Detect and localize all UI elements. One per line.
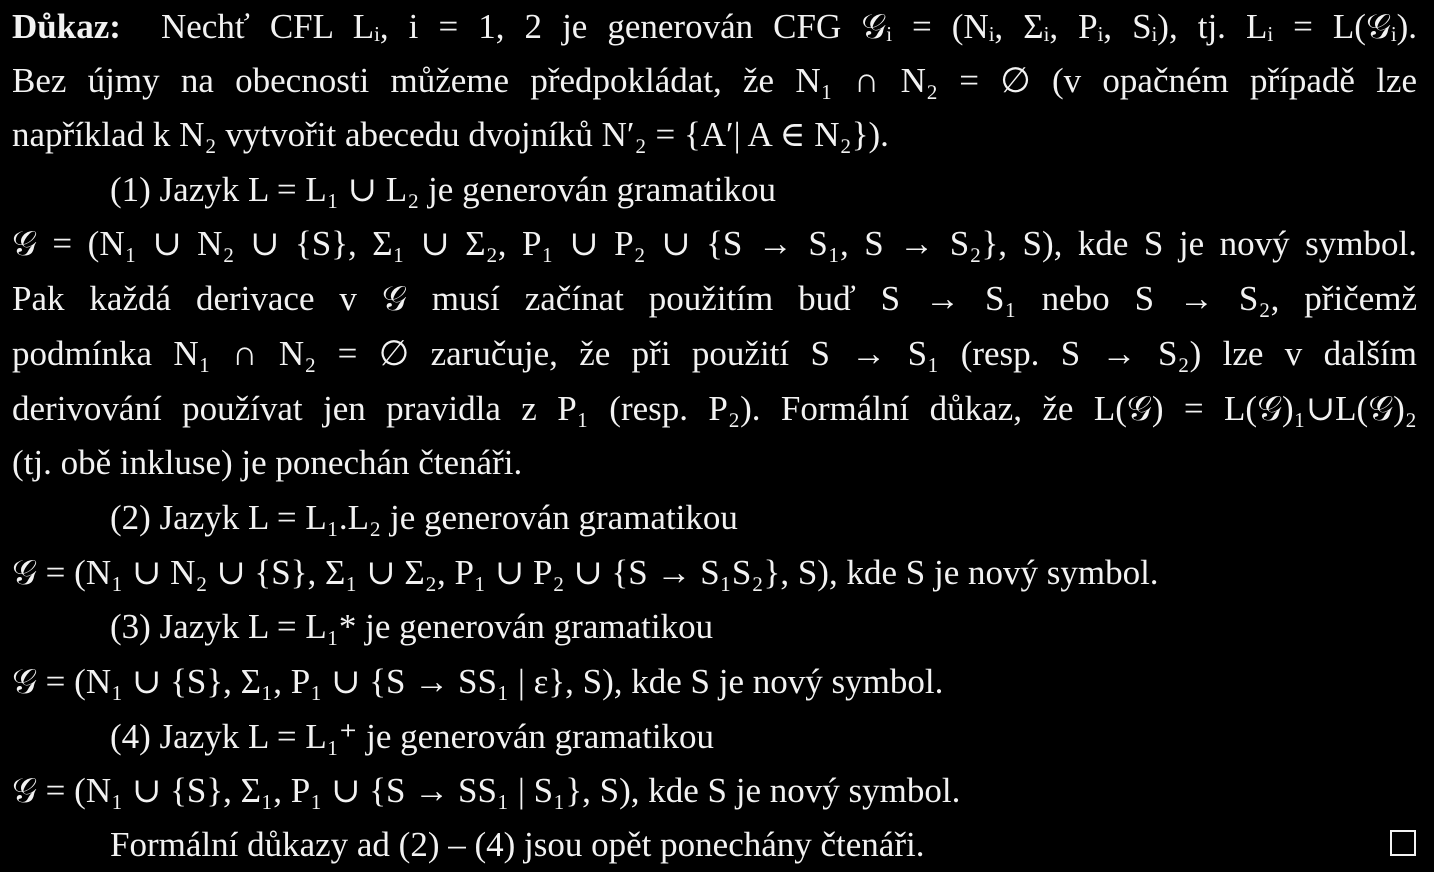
proof-line-1-text: Nechť CFL Lᵢ, i = 1, 2 je generován CFG 𝒢ᵢ = (Nᵢ, Σᵢ, Pᵢ, Sᵢ), tj. Lᵢ = L(𝒢ᵢ). [161,7,1417,46]
case-1-heading: (1) Jazyk L = L₁ ∪ L₂ je generován gramatikou [110,170,776,209]
case-2-grammar: 𝒢 = (N₁ ∪ N₂ ∪ {S}, Σ₁ ∪ Σ₂, P₁ ∪ P₂ ∪ {S → S₁S₂}, S), kde S je nový symbol. [12,553,1159,592]
proof-line-2: Bez újmy na obecnosti můžeme předpokládat, že N₁ ∩ N₂ = ∅ (v opačném případě lze [12,61,1417,100]
case-4-grammar: 𝒢 = (N₁ ∪ {S}, Σ₁, P₁ ∪ {S → SS₁ | S₁}, S), kde S je nový symbol. [12,771,961,810]
proof-line-1 [12,0,1417,54]
proof-line-8: derivování používat jen pravidla z P₁ (resp. P₂). Formální důkaz, že L(𝒢) = L(𝒢)₁∪L(𝒢)₂ [12,389,1417,428]
proof-line-7: podmínka N₁ ∩ N₂ = ∅ zaručuje, že při použití S → S₁ (resp. S → S₂) lze v dalším [12,334,1417,373]
proof-line-6: Pak každá derivace v 𝒢 musí začínat použitím buď S → S₁ nebo S → S₂, přičemž [12,279,1417,318]
proof-line-9: (tj. obě inkluse) je ponechán čtenáři. [12,443,523,482]
case-3-heading: (3) Jazyk L = L₁* je generován gramatikou [110,607,714,646]
closing-remark: Formální důkazy ad (2) – (4) jsou opět ponechány čtenáři. [110,825,925,864]
proof-line-3: například k N₂ vytvořit abecedu dvojníků N′₂ = {A′| A ∈ N₂}). [12,115,889,154]
case-4-heading: (4) Jazyk L = L₁⁺ je generován gramatikou [110,717,715,756]
qed-square-icon [1390,830,1416,856]
case-2-heading: (2) Jazyk L = L₁.L₂ je generován gramatikou [110,498,738,537]
proof-label: Důkaz: [12,7,121,46]
case-3-grammar: 𝒢 = (N₁ ∪ {S}, Σ₁, P₁ ∪ {S → SS₁ | ε}, S), kde S je nový symbol. [12,662,944,701]
case-1-grammar: 𝒢 = (N₁ ∪ N₂ ∪ {S}, Σ₁ ∪ Σ₂, P₁ ∪ P₂ ∪ {S → S₁, S → S₂}, S), kde S je nový symbol. [12,224,1417,263]
